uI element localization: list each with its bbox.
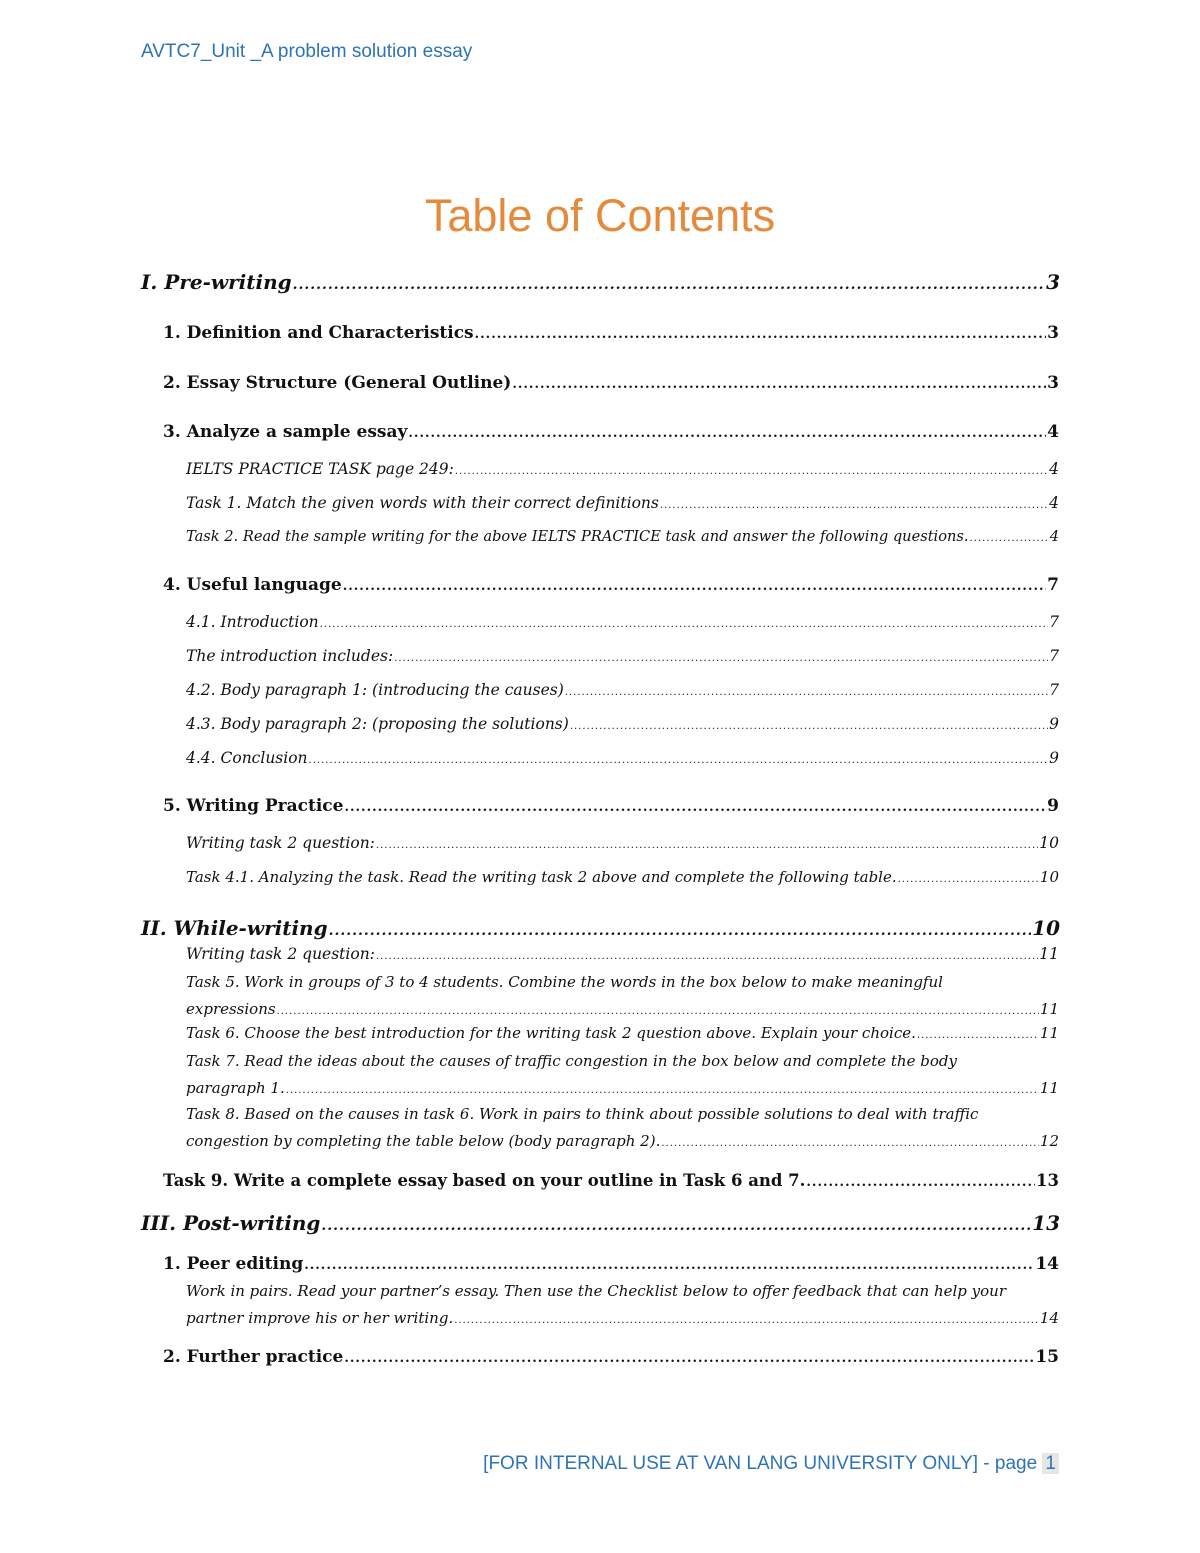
toc-entry-label-continued: congestion by completing the table below (body paragraph 2).	[186, 1132, 661, 1150]
toc-entry-label-continued: expressions	[186, 1000, 276, 1018]
toc-page-number: 10	[1039, 868, 1059, 886]
toc-leader	[304, 1258, 1034, 1274]
toc-leader	[475, 327, 1047, 343]
toc-page-number: 12	[1039, 1132, 1059, 1150]
toc-entry-label: II. While-writing	[141, 916, 328, 940]
toc-leader	[344, 800, 1046, 816]
toc-entry-label: 2. Further practice	[163, 1347, 344, 1367]
toc-leader	[661, 1130, 1039, 1157]
toc-page-number: 7	[1049, 613, 1059, 631]
toc-entry-label: Writing task 2 question:	[186, 834, 375, 852]
toc-leader	[660, 500, 1048, 512]
toc-page-number: 9	[1049, 715, 1059, 733]
toc-page-number: 4	[1049, 494, 1059, 512]
toc-leader	[806, 1175, 1035, 1191]
toc-entry-post-writing[interactable]	[141, 1211, 1060, 1235]
toc-entry-body-paragraph-1[interactable]	[186, 681, 1059, 700]
running-header: AVTC7_Unit _A problem solution essay	[141, 41, 473, 62]
toc-leader	[321, 1218, 1031, 1235]
toc-entry-pre-writing[interactable]	[141, 270, 1060, 294]
toc-leader	[320, 619, 1048, 631]
toc-leader	[309, 755, 1049, 767]
toc-entry-task-9[interactable]	[163, 1171, 1059, 1191]
toc-entry-label: 4. Useful language	[163, 575, 342, 595]
toc-leader	[454, 1307, 1039, 1334]
toc-entry-introduction-includes[interactable]	[186, 647, 1059, 666]
toc-entry-label: Task 7. Read the ideas about the causes of traffic congestion in the box below and complete the body	[186, 1052, 957, 1070]
toc-entry-label: Writing task 2 question:	[186, 945, 375, 963]
toc-leader	[565, 687, 1048, 699]
toc-leader	[286, 1077, 1039, 1104]
toc-page-number: 11	[1039, 1079, 1059, 1097]
toc-entry-writing-practice[interactable]	[163, 796, 1059, 816]
toc-entry-label: Task 5. Work in groups of 3 to 4 students. Combine the words in the box below to make meaningful	[186, 973, 943, 991]
toc-page-number: 7	[1049, 681, 1059, 699]
toc-page-number: 15	[1035, 1347, 1059, 1367]
toc-entry-further-practice[interactable]	[163, 1347, 1059, 1367]
toc-leader	[917, 1030, 1039, 1042]
toc-entry-label: 1. Definition and Characteristics	[163, 323, 474, 343]
toc-entry-task-5[interactable]	[186, 969, 1059, 1025]
toc-page-number: 14	[1039, 1309, 1059, 1327]
toc-page-number: 10	[1039, 834, 1059, 852]
toc-entry-task-7[interactable]	[186, 1048, 1059, 1104]
toc-leader	[570, 721, 1048, 733]
toc-entry-task-8[interactable]	[186, 1101, 1059, 1157]
toc-entry-label: Task 4.1. Analyzing the task. Read the writing task 2 above and complete the following table.	[186, 868, 897, 886]
toc-entry-label: 4.2. Body paragraph 1: (introducing the causes)	[186, 681, 564, 699]
toc-entry-while-writing[interactable]	[141, 916, 1060, 940]
toc-page-number: 3	[1047, 323, 1059, 343]
toc-entry-label: 2. Essay Structure (General Outline)	[163, 373, 512, 393]
toc-page-number: 13	[1036, 1171, 1059, 1190]
toc-leader	[455, 466, 1048, 478]
toc-leader	[293, 277, 1045, 294]
toc-leader	[898, 874, 1039, 886]
toc-page-number: 4	[1049, 528, 1059, 545]
toc-entry-label-continued: paragraph 1.	[186, 1079, 285, 1097]
toc-entry-task-4-1[interactable]	[186, 868, 1059, 886]
running-footer	[483, 1453, 1059, 1475]
toc-page-number: 14	[1035, 1254, 1059, 1274]
toc-entry-work-in-pairs[interactable]	[186, 1278, 1059, 1334]
toc-page-number: 4	[1049, 460, 1059, 478]
toc-leader	[408, 426, 1046, 442]
toc-page-number: 3	[1047, 373, 1059, 393]
toc-entry-label: Task 2. Read the sample writing for the above IELTS PRACTICE task and answer the following questions.	[186, 528, 969, 545]
toc-leader	[394, 653, 1048, 665]
toc-page-number: 7	[1047, 575, 1059, 595]
toc-entry-label: The introduction includes:	[186, 647, 394, 665]
toc-leader	[277, 998, 1039, 1025]
toc-entry-analyze-sample[interactable]	[163, 422, 1059, 442]
toc-page-number: 11	[1039, 945, 1059, 963]
toc-entry-writing-task-2-question[interactable]	[186, 834, 1059, 853]
toc-page-number: 13	[1032, 1211, 1060, 1235]
toc-entry-label: IELTS PRACTICE TASK page 249:	[186, 460, 454, 478]
toc-entry-label: Task 6. Choose the best introduction for the writing task 2 question above. Explain your choice.	[186, 1024, 916, 1042]
toc-entry-label: 1. Peer editing	[163, 1254, 304, 1274]
toc-page-number: 3	[1046, 270, 1060, 294]
toc-leader	[512, 377, 1046, 393]
toc-entry-label-continued: partner improve his or her writing.	[186, 1309, 454, 1327]
toc-leader	[343, 579, 1046, 595]
toc-leader	[376, 951, 1038, 963]
toc-page-number: 9	[1047, 796, 1059, 816]
toc-page-number: 11	[1039, 1024, 1059, 1042]
toc-entry-writing-task-2-question[interactable]	[186, 945, 1059, 964]
toc-entry-label: Task 9. Write a complete essay based on your outline in Task 6 and 7.	[163, 1171, 806, 1190]
toc-entry-peer-editing[interactable]	[163, 1254, 1059, 1274]
toc-leader	[970, 533, 1049, 545]
footer-text: [FOR INTERNAL USE AT VAN LANG UNIVERSITY ONLY] - page	[483, 1453, 1043, 1474]
toc-entry-task-6[interactable]	[186, 1024, 1059, 1042]
toc-entry-definition[interactable]	[163, 323, 1059, 343]
toc-entry-label: 4.3. Body paragraph 2: (proposing the solutions)	[186, 715, 569, 733]
toc-entry-label: 5. Writing Practice	[163, 796, 344, 816]
toc-page-number: 10	[1032, 916, 1060, 940]
toc-entry-label: Task 1. Match the given words with their correct definitions	[186, 494, 659, 512]
toc-entry-essay-structure[interactable]	[163, 373, 1059, 393]
toc-leader	[376, 840, 1038, 852]
toc-entry-conclusion[interactable]	[186, 749, 1059, 768]
toc-leader	[329, 923, 1032, 940]
toc-entry-useful-language[interactable]	[163, 575, 1059, 595]
toc-title: Table of Contents	[424, 190, 776, 241]
toc-page-number: 4	[1047, 422, 1059, 442]
toc-entry-task-2[interactable]	[186, 528, 1059, 546]
toc-entry-label: 3. Analyze a sample essay	[163, 422, 408, 442]
toc-page-number: 11	[1039, 1000, 1059, 1018]
toc-leader	[344, 1351, 1034, 1367]
toc-entry-ielts-practice[interactable]	[186, 460, 1059, 479]
toc-entry-label: I. Pre-writing	[141, 270, 292, 294]
toc-entry-label: 4.1. Introduction	[186, 613, 319, 631]
toc-entry-label: Task 8. Based on the causes in task 6. Work in pairs to think about possible solutions to deal with traffic	[186, 1105, 979, 1123]
toc-entry-body-paragraph-2[interactable]	[186, 715, 1059, 734]
footer-page-number: 1	[1042, 1453, 1059, 1474]
toc-page-number: 7	[1049, 647, 1059, 665]
toc-entry-label: 4.4. Conclusion	[186, 749, 308, 767]
toc-entry-label: Work in pairs. Read your partner’s essay. Then use the Checklist below to offer feedback that can help your	[186, 1282, 1007, 1300]
toc-entry-task-1[interactable]	[186, 494, 1059, 513]
toc-entry-introduction[interactable]	[186, 613, 1059, 632]
toc-page-number: 9	[1049, 749, 1059, 767]
toc-entry-label: III. Post-writing	[141, 1211, 321, 1235]
